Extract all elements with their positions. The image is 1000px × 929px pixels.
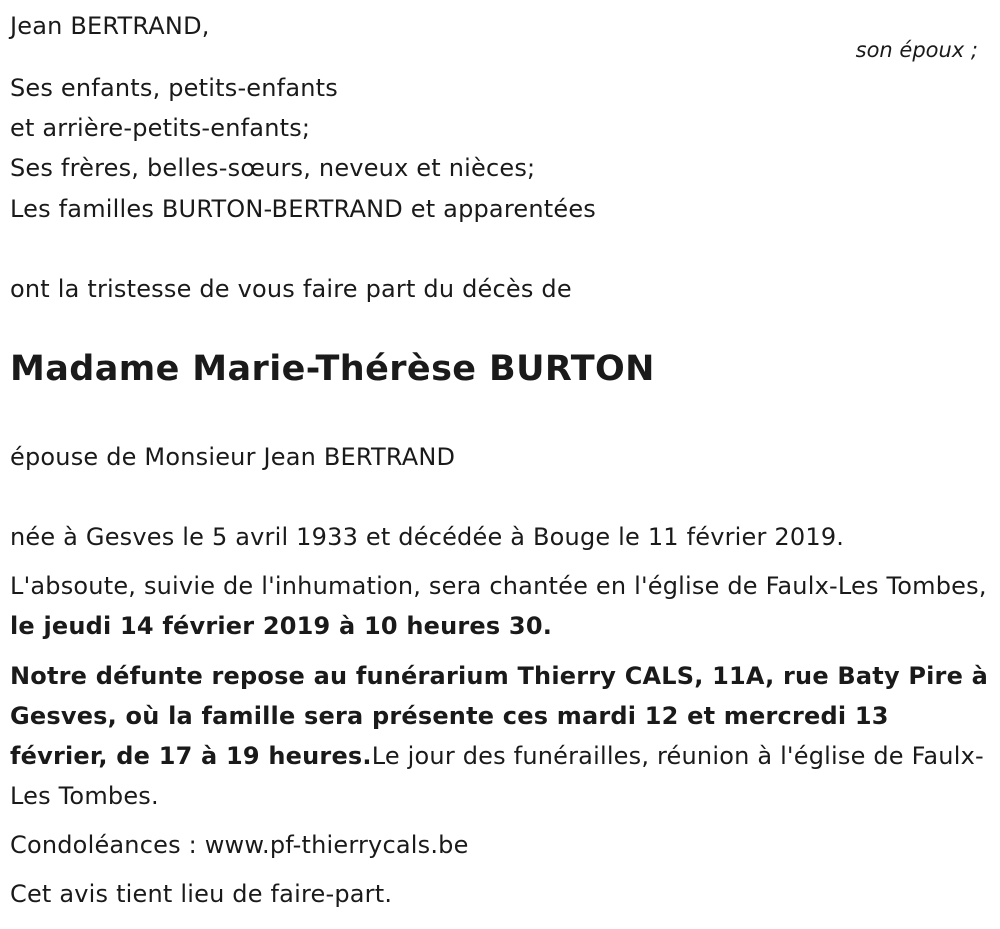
family-line-1: Ses enfants, petits-enfants [10, 74, 338, 102]
spouse-relation: son époux ; [855, 38, 978, 62]
family-line-3: Ses frères, belles-sœurs, neveux et nièces; [10, 154, 536, 182]
visitation-paragraph [10, 656, 992, 816]
spouse-line: Jean BERTRAND, [10, 12, 210, 40]
funeral-meeting-text: Le jour des funérailles, réunion à l'église de Faulx-Les Tombes. [10, 742, 984, 810]
ceremony-text: L'absoute, suivie de l'inhumation, sera chantée en l'église de Faulx-Les Tombes, [10, 572, 987, 600]
birth-death-text: née à Gesves le 5 avril 1933 et décédée à Bouge le 11 février 2019. [10, 523, 845, 551]
family-line-2: et arrière-petits-enfants; [10, 114, 311, 142]
closing-text: Cet avis tient lieu de faire-part. [10, 880, 393, 908]
spouse-of-text: épouse de Monsieur Jean BERTRAND [10, 443, 456, 471]
condolences-text: Condoléances : www.pf-thierrycals.be [10, 831, 469, 859]
visitation-details: Notre défunte repose au funérarium Thierry CALS, 11A, rue Baty Pire à Gesves, où la famille sera présente ces mardi 12 et mercredi 13 février, de 17 à 19 heures. [10, 662, 989, 770]
ceremony-date: le jeudi 14 février 2019 à 10 heures 30. [10, 612, 553, 640]
ceremony-paragraph [10, 566, 992, 646]
deceased-name: Madame Marie-Thérèse BURTON [10, 349, 655, 389]
intro-text: ont la tristesse de vous faire part du décès de [10, 275, 572, 303]
family-line-4: Les familles BURTON-BERTRAND et apparentées [10, 195, 597, 223]
